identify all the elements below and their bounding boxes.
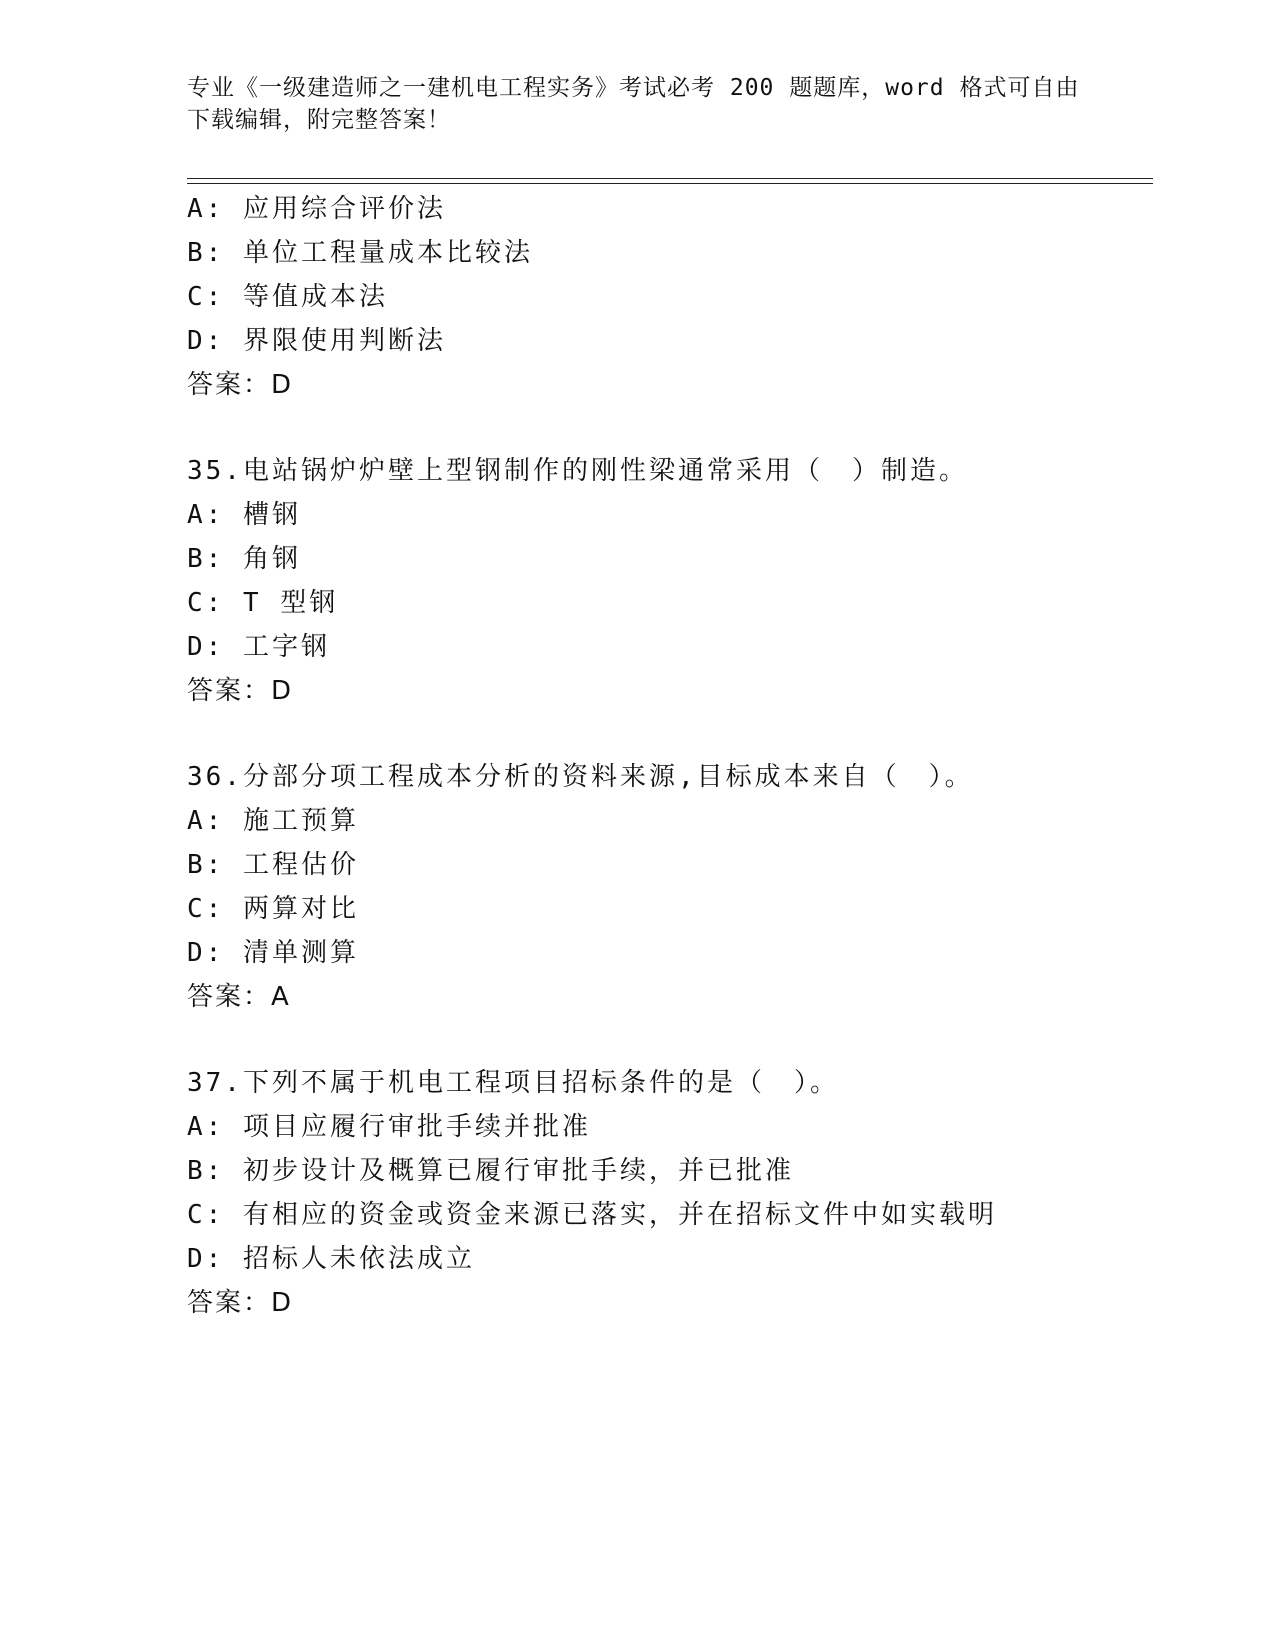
- option-d: D: 工字钢: [187, 632, 330, 662]
- option-c: C: 等值成本法: [187, 282, 388, 312]
- option-d: D: 招标人未依法成立: [187, 1244, 475, 1274]
- question-stem: 35.电站锅炉炉壁上型钢制作的刚性梁通常采用（ ）制造。: [187, 456, 968, 486]
- option-b: B: 工程估价: [187, 850, 359, 880]
- answer: 答案：D: [187, 1288, 294, 1318]
- option-d: D: 清单测算: [187, 938, 359, 968]
- header-divider-bottom: [187, 183, 1153, 184]
- option-a: A: 应用综合评价法: [187, 194, 446, 224]
- header-line-2: 下载编辑，附完整答案！: [187, 107, 451, 133]
- header-divider-top: [187, 178, 1153, 179]
- option-b: B: 角钢: [187, 544, 301, 574]
- document-header: [187, 72, 1087, 136]
- question-stem: 37.下列不属于机电工程项目招标条件的是（ ）。: [187, 1068, 839, 1098]
- question-stem: 36.分部分项工程成本分析的资料来源,目标成本来自（ ）。: [187, 762, 974, 792]
- option-a: A: 槽钢: [187, 500, 301, 530]
- option-a: A: 项目应履行审批手续并批准: [187, 1112, 591, 1142]
- answer: 答案：A: [187, 982, 291, 1012]
- option-b: B: 单位工程量成本比较法: [187, 238, 533, 268]
- option-a: A: 施工预算: [187, 806, 359, 836]
- header-line-1: 专业《一级建造师之一建机电工程实务》考试必考 200 题题库，word 格式可自由: [187, 75, 1080, 101]
- answer: 答案：D: [187, 676, 294, 706]
- option-c: C: 两算对比: [187, 894, 359, 924]
- answer: 答案：D: [187, 370, 294, 400]
- option-d: D: 界限使用判断法: [187, 326, 446, 356]
- option-c: C: 有相应的资金或资金来源已落实，并在招标文件中如实载明: [187, 1200, 997, 1230]
- option-b: B: 初步设计及概算已履行审批手续，并已批准: [187, 1156, 794, 1186]
- option-c: C: T 型钢: [187, 588, 339, 618]
